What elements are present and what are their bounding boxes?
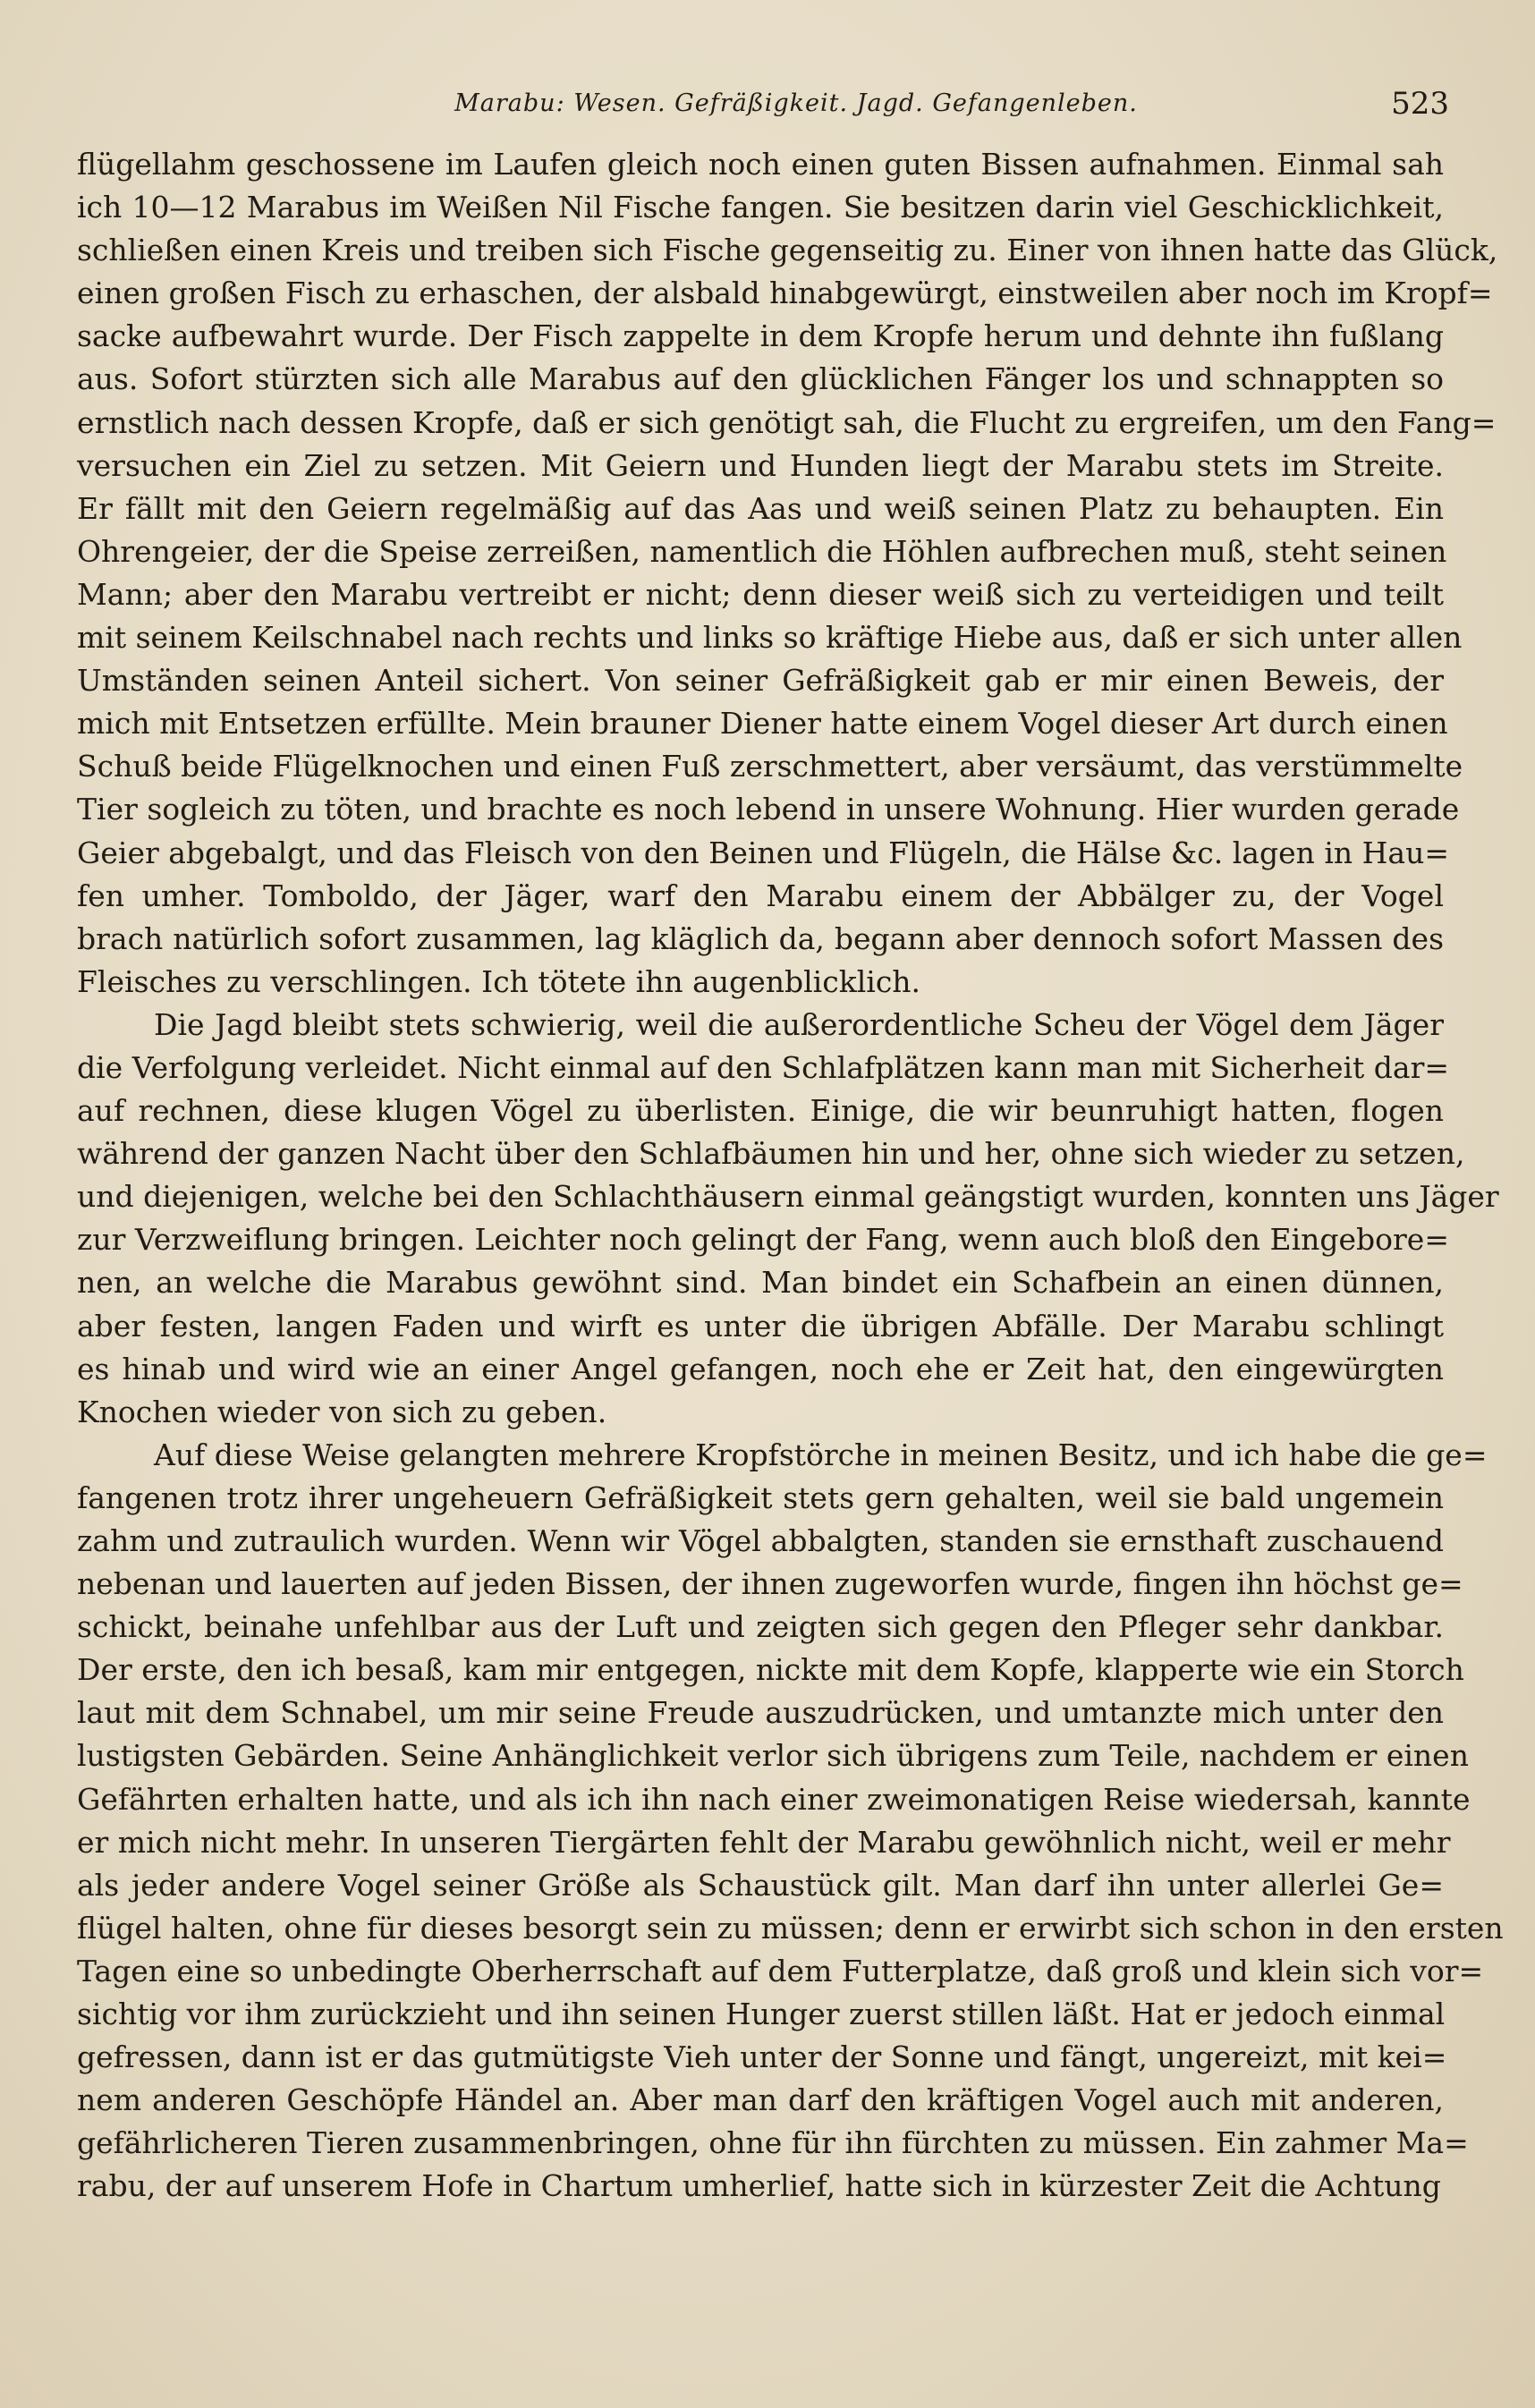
text-line: Tagen eine so unbedingte Oberherrschaft auf dem Futterplatze, daß groß und klein sich vor=	[77, 1953, 1484, 1988]
text-line: Der erste, den ich besaß, kam mir entgegen, nickte mit dem Kopfe, klapperte wie ein Storch	[77, 1652, 1464, 1688]
text-line: gefressen, dann ist er das gutmütigste Vieh unter der Sonne und fängt, ungereizt, mit kei=	[77, 2039, 1447, 2075]
running-title: Marabu: Wesen. Gefräßigkeit. Jagd. Gefangenleben.	[454, 89, 1138, 117]
text-line: ernstlich nach dessen Kropfe, daß er sich genötigt sah, die Flucht zu ergreifen, um den Fang=	[77, 404, 1497, 440]
text-line: Fleisches zu verschlingen. Ich tötete ihn augenblicklich.	[77, 963, 921, 999]
text-line: sichtig vor ihm zurückzieht und ihn seinen Hunger zuerst stillen läßt. Hat er jedoch einmal	[77, 1997, 1446, 2032]
body-text	[77, 143, 1504, 2209]
text-line: mit seinem Keilschnabel nach rechts und links so kräftige Hiebe aus, daß er sich unter allen	[77, 620, 1463, 656]
text-line: rabu, der auf unserem Hofe in Chartum umherlief, hatte sich in kürzester Zeit die Achtung	[77, 2168, 1441, 2204]
text-line: laut mit dem Schnabel, um mir seine Freude auszudrücken, und umtanzte mich unter den	[77, 1695, 1444, 1731]
text-line: mich mit Entsetzen erfüllte. Mein brauner Diener hatte einem Vogel dieser Art durch einen	[77, 706, 1448, 742]
text-line: Geier abgebalgt, und das Fleisch von den Beinen und Flügeln, die Hälse &c. lagen in Hau=	[77, 835, 1450, 870]
text-line: zahm und zutraulich wurden. Wenn wir Vögel abbalgten, standen sie ernsthaft zuschauend	[77, 1523, 1444, 1558]
text-line: auf rechnen, diese klugen Vögel zu überlisten. Einige, die wir beunruhigt hatten, flogen	[77, 1093, 1444, 1129]
text-line: versuchen ein Ziel zu setzen. Mit Geiern und Hunden liegt der Marabu stets im Streite.	[77, 447, 1444, 483]
text-line: brach natürlich sofort zusammen, lag kläglich da, begann aber dennoch sofort Massen des	[77, 920, 1444, 956]
text-line: sacke aufbewahrt wurde. Der Fisch zappelte in dem Kropfe herum und dehnte ihn fußlang	[77, 318, 1444, 354]
text-line: schließen einen Kreis und treiben sich Fische gegenseitig zu. Einer von ihnen hatte das Glück,	[77, 233, 1498, 268]
text-line: Knochen wieder von sich zu geben.	[77, 1394, 607, 1429]
text-line: er mich nicht mehr. In unseren Tiergärten fehlt der Marabu gewöhnlich nicht, weil er mehr	[77, 1824, 1451, 1860]
text-line: aber festen, langen Faden und wirft es unter die übrigen Abfälle. Der Marabu schlingt	[77, 1308, 1444, 1344]
text-line: flügel halten, ohne für dieses besorgt sein zu müssen; denn er erwirbt sich schon in den ersten	[77, 1910, 1504, 1946]
text-line: schickt, beinahe unfehlbar aus der Luft und zeigten sich gegen den Pfleger sehr dankbar.	[77, 1609, 1444, 1645]
running-head	[143, 86, 1449, 125]
paragraph	[77, 1434, 1504, 2209]
text-line: nen, an welche die Marabus gewöhnt sind. Man bindet ein Schafbein an einen dünnen,	[77, 1265, 1444, 1301]
text-line: während der ganzen Nacht über den Schlafbäumen hin und her, ohne sich wieder zu setzen,	[77, 1136, 1465, 1172]
text-line: fen umher. Tomboldo, der Jäger, warf den Marabu einem der Abbälger zu, der Vogel	[77, 878, 1444, 913]
text-line: Ohrengeier, der die Speise zerreißen, namentlich die Höhlen aufbrechen muß, steht seinen	[77, 533, 1447, 569]
text-line: aus. Sofort stürzten sich alle Marabus auf den glücklichen Fänger los und schnappten so	[77, 361, 1444, 397]
text-line: Auf diese Weise gelangten mehrere Kropfstörche in meinen Besitz, und ich habe die ge=	[154, 1437, 1488, 1472]
text-line: nebenan und lauerten auf jeden Bissen, der ihnen zugeworfen wurde, fingen ihn höchst ge=	[77, 1566, 1463, 1602]
paragraph	[77, 143, 1498, 1004]
text-line: ich 10—12 Marabus im Weißen Nil Fische fangen. Sie besitzen darin viel Geschicklichkeit,	[77, 190, 1444, 225]
text-line: es hinab und wird wie an einer Angel gefangen, noch ehe er Zeit hat, den eingewürgten	[77, 1351, 1444, 1386]
text-line: Tier sogleich zu töten, und brachte es noch lebend in unsere Wohnung. Hier wurden gerade	[77, 792, 1460, 827]
text-line: Mann; aber den Marabu vertreibt er nicht; denn dieser weiß sich zu verteidigen und teilt	[77, 576, 1444, 612]
text-line: als jeder andere Vogel seiner Größe als Schaustück gilt. Man darf ihn unter allerlei Ge=	[77, 1867, 1444, 1903]
text-line: Die Jagd bleibt stets schwierig, weil die außerordentliche Scheu der Vögel dem Jäger	[154, 1006, 1444, 1042]
text-line: Er fällt mit den Geiern regelmäßig auf das Aas und weiß seinen Platz zu behaupten. Ein	[77, 490, 1444, 526]
text-line: lustigsten Gebärden. Seine Anhänglichkeit verlor sich übrigens zum Teile, nachdem er einen	[77, 1738, 1469, 1774]
text-line: einen großen Fisch zu erhaschen, der alsbald hinabgewürgt, einstweilen aber noch im Kropf=	[77, 276, 1493, 311]
text-line: gefährlicheren Tieren zusammenbringen, ohne für ihn fürchten zu müssen. Ein zahmer Ma=	[77, 2125, 1469, 2161]
page-number: 523	[1391, 86, 1449, 122]
text-line: zur Verzweiflung bringen. Leichter noch gelingt der Fang, wenn auch bloß den Eingebore=	[77, 1222, 1449, 1258]
text-line: Umständen seinen Anteil sichert. Von seiner Gefräßigkeit gab er mir einen Beweis, der	[77, 663, 1444, 699]
text-line: nem anderen Geschöpfe Händel an. Aber man darf den kräftigen Vogel auch mit anderen,	[77, 2082, 1444, 2118]
text-line: fangenen trotz ihrer ungeheuern Gefräßigkeit stets gern gehalten, weil sie bald ungemein	[77, 1480, 1444, 1515]
text-line: flügellahm geschossene im Laufen gleich noch einen guten Bissen aufnahmen. Einmal sah	[77, 147, 1444, 182]
text-line: die Verfolgung verleidet. Nicht einmal auf den Schlafplätzen kann man mit Sicherheit dar=	[77, 1049, 1450, 1085]
paragraph	[77, 1004, 1499, 1434]
text-line: und diejenigen, welche bei den Schlachthäusern einmal geängstigt wurden, konnten uns Jäger	[77, 1179, 1499, 1215]
text-line: Gefährten erhalten hatte, und als ich ihn nach einer zweimonatigen Reise wiedersah, kannte	[77, 1781, 1471, 1817]
text-line: Schuß beide Flügelknochen und einen Fuß zerschmettert, aber versäumt, das verstümmelte	[77, 749, 1463, 784]
